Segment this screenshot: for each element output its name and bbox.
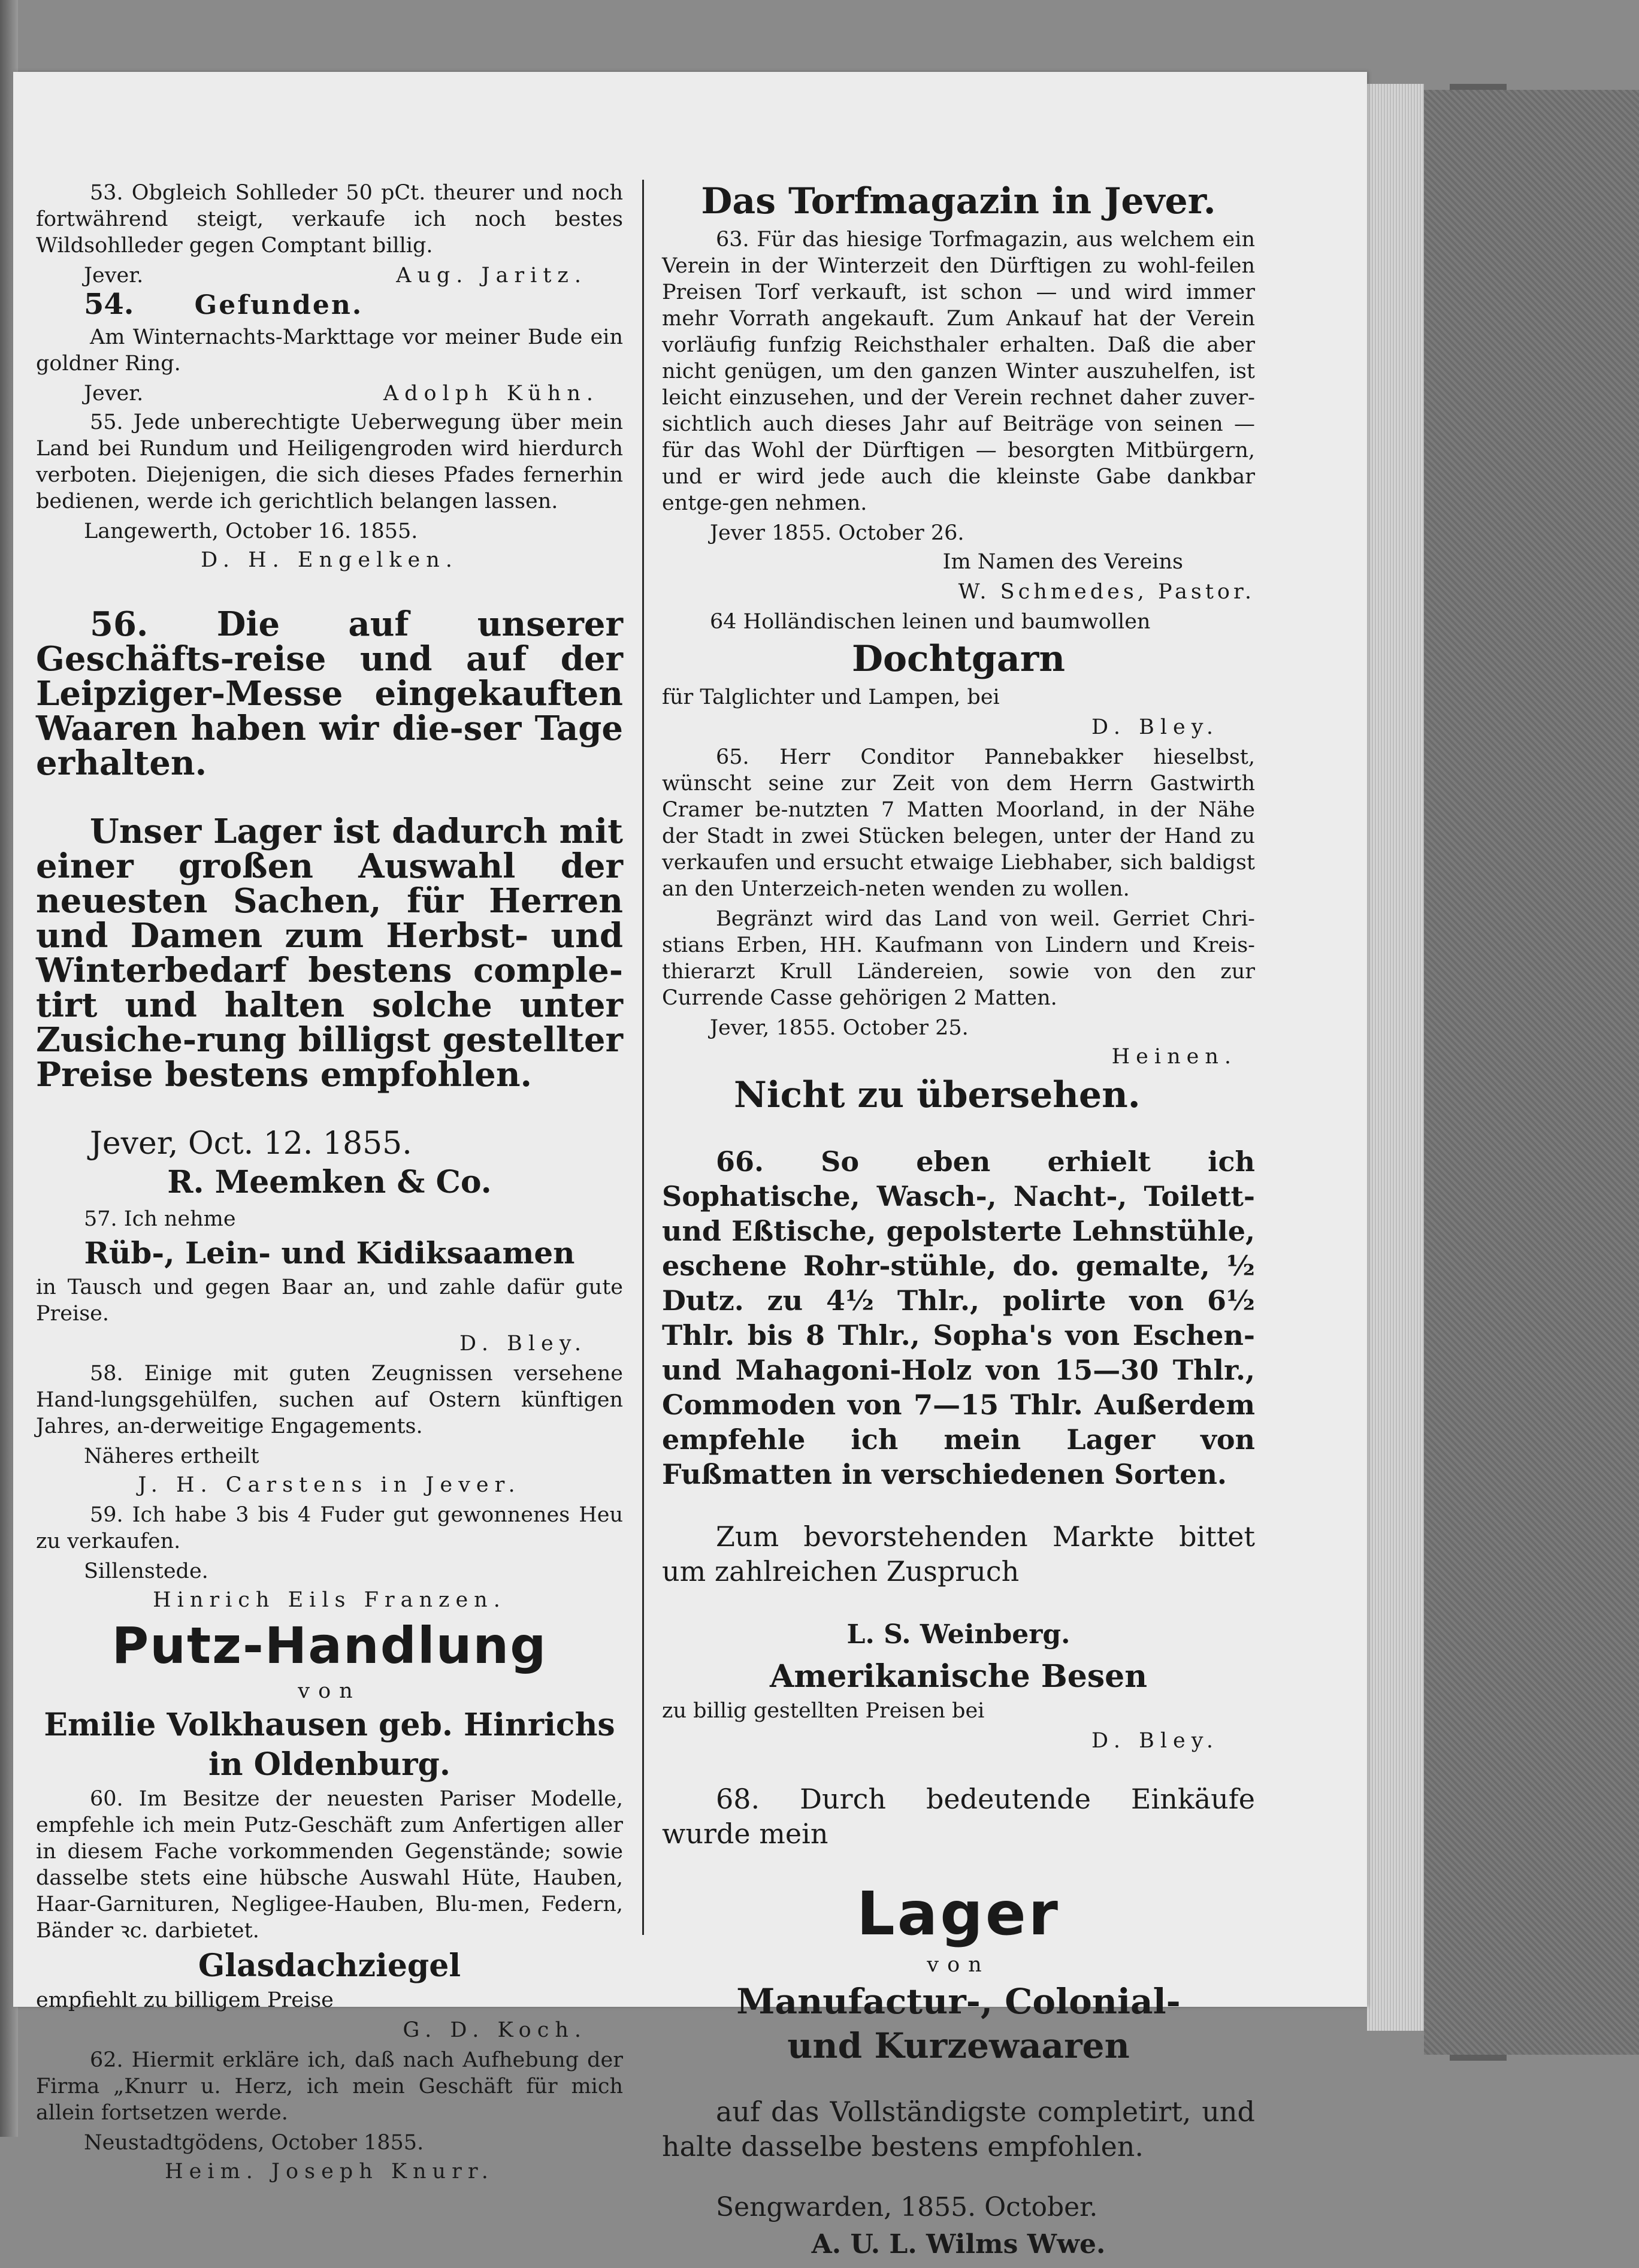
notice-text: empfiehlt zu billigem Preise: [36, 1988, 334, 2012]
notice-signature-line: Im Namen des Vereins: [942, 550, 1183, 574]
notice-subtitle: und Kurzewaaren: [787, 2025, 1130, 2066]
left-column: [36, 180, 623, 2188]
notice-64: [662, 609, 1255, 740]
notice-61: [36, 1948, 623, 2043]
notice-text: 53. Obgleich Sohlleder 50 pCt. theurer und noch fortwährend steigt, verkaufe ich noch bestes Wildsohlleder gegen Comptant billig.: [36, 181, 623, 258]
notice-place: Jever, 1855. October 25.: [710, 1016, 969, 1040]
notice-signature: J. H. Carstens in Jever.: [138, 1473, 521, 1497]
notice-von: von: [298, 1679, 361, 1703]
notice-lead: 64 Holländischen leinen und baumwollen: [710, 610, 1151, 634]
notice-signature: D. Bley.: [1091, 715, 1219, 739]
page-stack-edge: [1367, 84, 1424, 2031]
notice-text: 60. Im Besitze der neuesten Pariser Modelle, empfehle ich mein Putz-Geschäft zum Anfertigen aller in diesem Fache vorkommenden Gegenstände; sowie dasselbe stets eine hübsche Auswahl Hüte, Hauben, Haar-Garnituren, Negligee-Hauben, Blu-men, Federn, Bänder ꝛc. darbietet.: [36, 1787, 623, 1943]
notice-text: 66. So eben erhielt ich Sophatische, Wasch-, Nacht-, Toilett- und Eßtische, gepolsterte Lehnstühle, eschene Rohr-stühle, do. gemalte, ½ Dutz. zu 4½ Thlr., polirte von 6½ Thlr. bis 8 Thlr., Sopha's von Eschen- und Mahagoni-Holz von 15—30 Thlr., Commoden von 7—15 Thlr. Außerdem empfehle ich mein Lager von Fußmatten in verschiedenen Sorten.: [662, 1145, 1255, 1490]
notice-place: Jever, Oct. 12. 1855.: [90, 1126, 412, 1162]
notice-von: von: [927, 1953, 990, 1977]
notice-57: [36, 1206, 623, 1357]
notice-signature: D. Bley.: [459, 1332, 587, 1356]
notice-text: 63. Für das hiesige Torfmagazin, aus welchem ein Verein in der Winterzeit den Dürftigen zu wohl-feilen Preisen Torf verkauft, ist schon — und wird immer mehr Vorrath angekauft. Zum Ankauf hat der Verein vorläufig funfzig Reichsthaler erhalten. Daß die aber nicht genügen, um den ganzen Winter auszuhelfen, ist leicht einzusehen, und der Verein rechnet daher zuver-sichtlich auch dieses Jahr auf Beiträge von seinen — für das Wohl der Dürftigen — besorgten Mitbürgern, und er wird jede auch die kleinste Gabe dankbar entge-gen nehmen.: [662, 228, 1255, 515]
notice-signature: W. Schmedes, Pastor.: [958, 580, 1255, 604]
notice-place: Sengwarden, 1855. October.: [716, 2192, 1098, 2222]
notice-signature: D. Bley.: [1091, 1729, 1219, 1753]
notice-footer: [36, 262, 623, 289]
notice-60: [36, 1617, 623, 1944]
notice-title: Lager: [857, 1879, 1060, 1949]
notice-text: Begränzt wird das Land von weil. Gerriet Chri-stians Erben, HH. Kaufmann von Lindern und Kreis-thierarzt Krull Ländereien, sowie von den zur Currende Casse gehörigen 2 Matten.: [662, 907, 1255, 1010]
notice-text: in Tausch und gegen Baar an, und zahle dafür gute Preise.: [36, 1275, 623, 1326]
right-column: [662, 180, 1255, 2268]
notice-place: Näheres ertheilt: [84, 1444, 259, 1468]
notice-signature: L. S. Weinberg.: [846, 1619, 1071, 1650]
notice-68: [662, 1782, 1255, 2263]
notice-title: Amerikanische Besen: [769, 1658, 1148, 1695]
notice-title: Gefunden.: [194, 290, 364, 320]
notice-63: [662, 180, 1255, 605]
notice-title: Glasdachziegel: [198, 1948, 461, 1984]
notice-place: Sillenstede.: [84, 1559, 208, 1583]
notice-signature: G. D. Koch.: [403, 2018, 587, 2042]
notice-55: [36, 409, 623, 573]
notice-text: 65. Herr Conditor Pannebakker hieselbst, wünscht seine zur Zeit von dem Herrn Gastwirth Cramer be-nutzten 7 Matten Moorland, in der Nähe der Stadt in zwei Stücken belegen, unter der Hand zu verkaufen und ersucht etwaige Liebhaber, sich baldigst an den Unterzeich-neten wenden zu wollen.: [662, 745, 1255, 901]
notice-text: 58. Einige mit guten Zeugnissen versehene Hand-lungsgehülfen, suchen auf Ostern künftigen Jahres, an-derweitige Engagements.: [36, 1362, 623, 1438]
notice-signature: Heinen.: [1111, 1045, 1237, 1069]
notice-65: [662, 744, 1255, 1070]
notice-text: 56. Die auf unserer Geschäfts-reise und auf der Leipziger-Messe eingekauften Waaren haben wir die-ser Tage erhalten.: [36, 604, 623, 783]
notice-text: 68. Durch bedeutende Einkäufe wurde mein: [662, 1783, 1255, 1850]
book-cover: [1424, 90, 1639, 2055]
notice-number: 54.: [84, 288, 134, 321]
notice-footer: [36, 380, 623, 407]
notice-56: [36, 604, 623, 1201]
notice-signature: Adolph Kühn.: [383, 382, 599, 406]
notice-text: 62. Hiermit erkläre ich, daß nach Aufhebung der Firma „Knurr u. Herz, ich mein Geschäft für mich allein fortsetzen werde.: [36, 2048, 623, 2125]
notice-signature: A. U. L. Wilms Wwe.: [811, 2229, 1106, 2260]
notice-signature: R. Meemken & Co.: [167, 1164, 492, 1200]
notice-city: in Oldenburg.: [208, 1746, 450, 1783]
notice-text: Zum bevorstehenden Markte bittet um zahlreichen Zuspruch: [662, 1520, 1255, 1587]
notice-58: [36, 1360, 623, 1498]
notice-signature: Aug. Jaritz.: [396, 264, 587, 288]
notice-text: auf das Vollständigste completirt, und halte dasselbe bestens empfohlen.: [662, 2095, 1255, 2163]
notice-signature: Hinrich Eils Franzen.: [153, 1588, 506, 1612]
notice-text: zu billig gestellten Preisen bei: [662, 1699, 985, 1723]
notice-title: Dochtgarn: [852, 638, 1065, 680]
notice-name: Emilie Volkhausen geb. Hinrichs: [44, 1707, 615, 1743]
notice-text: 55. Jede unberechtigte Ueberwegung über mein Land bei Rundum und Heiligengroden wird hierdurch verboten. Diejenigen, die sich dieses Pfades fernerhin bedienen, werde ich gerichtlich belangen lassen.: [36, 410, 623, 513]
notice-title: Nicht zu übersehen.: [734, 1074, 1141, 1116]
notice-subtitle: Manufactur-, Colonial-: [736, 1981, 1181, 2022]
notice-place: Jever.: [84, 382, 144, 406]
notice-text: für Talglichter und Lampen, bei: [662, 685, 1000, 709]
notice-place: Jever.: [84, 264, 144, 288]
notice-heading: [84, 288, 623, 321]
notice-title: Das Torfmagazin in Jever.: [701, 180, 1216, 222]
notice-67: [662, 1658, 1255, 1754]
notice-59: [36, 1502, 623, 1613]
column-divider: [642, 180, 644, 1935]
notice-title: Putz-Handlung: [111, 1616, 548, 1675]
notice-text: 59. Ich habe 3 bis 4 Fuder gut gewonnenes Heu zu verkaufen.: [36, 1503, 623, 1553]
notice-place: Neustadtgödens, October 1855.: [84, 2131, 424, 2155]
notice-place: Langewerth, October 16. 1855.: [84, 519, 418, 543]
notice-signature: Heim. Joseph Knurr.: [165, 2160, 494, 2184]
notice-place: Jever 1855. October 26.: [710, 521, 964, 545]
notice-title: Rüb-, Lein- und Kidiksaamen: [84, 1235, 575, 1271]
notice-text: Unser Lager ist dadurch mit einer großen Auswahl der neuesten Sachen, für Herren und Damen zum Herbst- und Winterbedarf bestens comple-tirt und halten solche unter Zusiche-rung billigst gestellter Preise bestens empfohlen.: [36, 812, 623, 1094]
notice-66: [662, 1073, 1255, 1653]
notice-text: Am Winternachts-Markttage vor meiner Bude ein goldner Ring.: [36, 325, 623, 376]
notice-signature: D. H. Engelken.: [201, 548, 458, 572]
notice-lead: 57. Ich nehme: [84, 1207, 236, 1231]
notice-53: [36, 180, 623, 289]
notice-54: [36, 288, 623, 407]
notice-62: [36, 2047, 623, 2185]
